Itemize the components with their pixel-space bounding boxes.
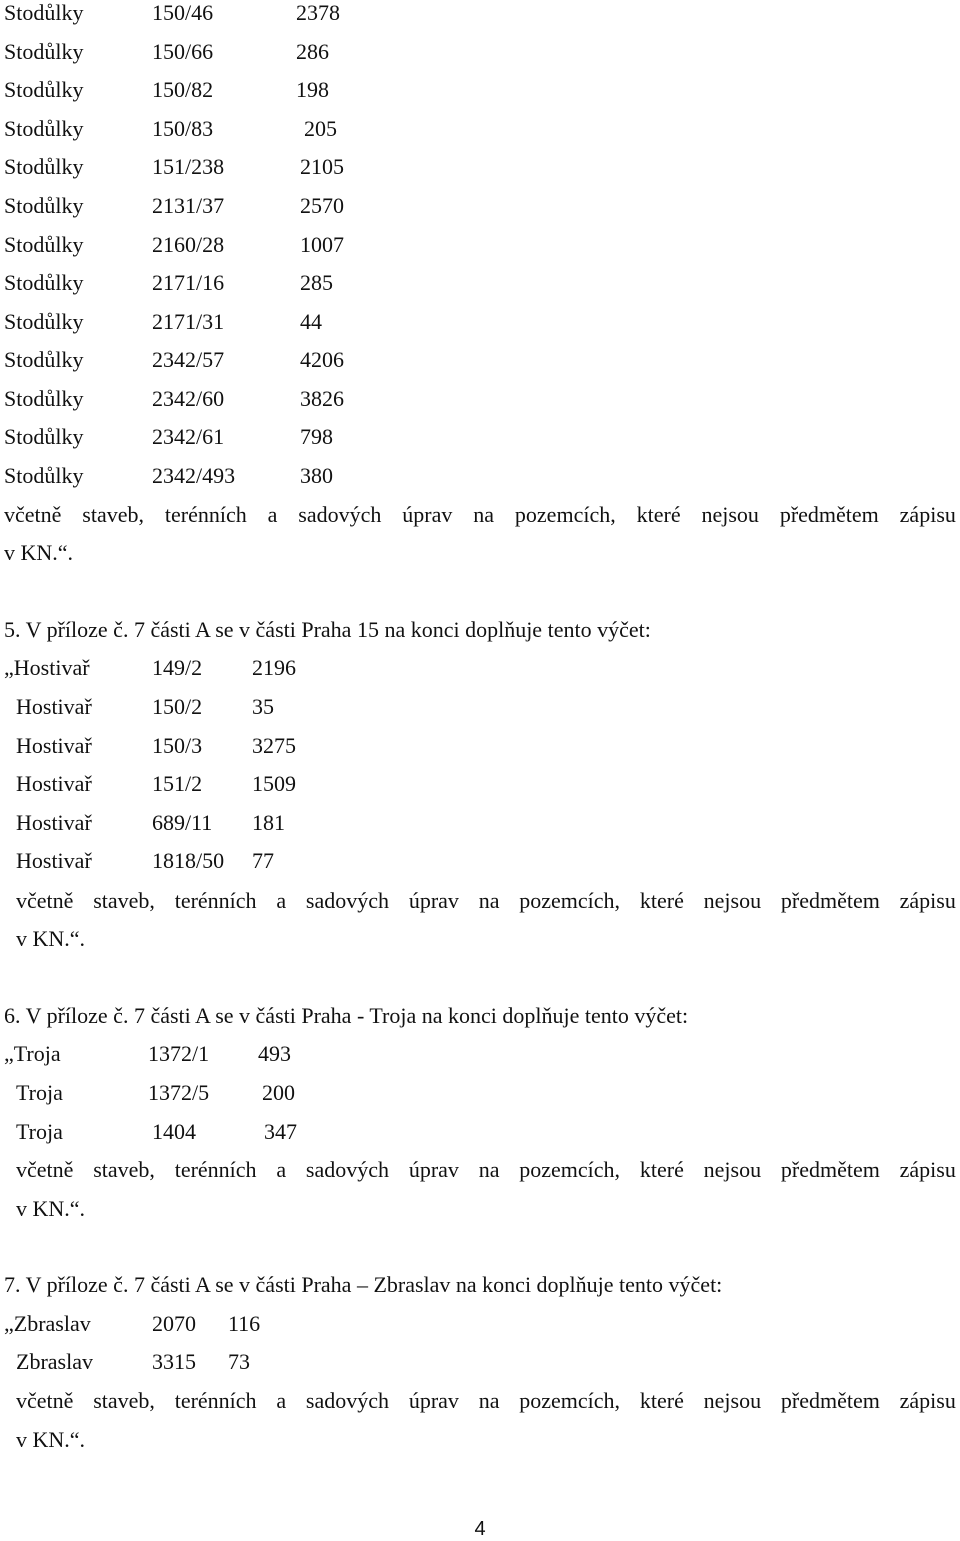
parcel-size: 198 bbox=[296, 77, 329, 102]
parcel-number: 2171/31 bbox=[152, 309, 225, 334]
cadastral-area: Stodůlky bbox=[4, 347, 84, 372]
closing-word: terénních bbox=[174, 1157, 257, 1182]
closing-word: staveb, bbox=[93, 888, 155, 913]
closing-word: na bbox=[473, 502, 495, 527]
closing-clause bbox=[16, 1157, 956, 1183]
parcel-size: 347 bbox=[264, 1119, 297, 1144]
closing-word: nejsou bbox=[703, 888, 762, 913]
table-row bbox=[4, 77, 404, 103]
parcel-number: 149/2 bbox=[152, 655, 203, 680]
parcel-number: 151/2 bbox=[152, 771, 203, 796]
table-row bbox=[4, 116, 404, 142]
parcel-size: 44 bbox=[300, 309, 322, 334]
parcel-size: 285 bbox=[300, 270, 333, 295]
parcel-number: 2070 bbox=[152, 1311, 196, 1336]
closing-word: staveb, bbox=[82, 502, 144, 527]
section-heading: 5. V příloze č. 7 části A se v části Praha 15 na konci doplňuje tento výčet: bbox=[4, 617, 651, 642]
cadastral-area: Hostivař bbox=[16, 733, 92, 758]
closing-word: na bbox=[478, 1157, 500, 1182]
closing-clause bbox=[16, 888, 956, 914]
section-heading: 6. V příloze č. 7 části A se v části Praha - Troja na konci doplňuje tento výčet: bbox=[4, 1003, 689, 1028]
cadastral-area: „Hostivař bbox=[4, 655, 90, 680]
cadastral-area: Stodůlky bbox=[4, 39, 84, 64]
closing-word: pozemcích, bbox=[519, 1388, 621, 1413]
cadastral-area: Stodůlky bbox=[4, 232, 84, 257]
closing-tail: v KN.“. bbox=[4, 540, 74, 565]
parcel-number: 150/83 bbox=[152, 116, 214, 141]
parcel-size: 35 bbox=[252, 694, 274, 719]
table-row bbox=[4, 154, 404, 180]
table-row bbox=[4, 694, 324, 720]
table-row bbox=[4, 848, 324, 874]
parcel-size: 380 bbox=[300, 463, 333, 488]
parcel-size: 116 bbox=[228, 1311, 261, 1336]
closing-word: zápisu bbox=[899, 1157, 956, 1182]
closing-word: terénních bbox=[164, 502, 247, 527]
table-row bbox=[4, 386, 404, 412]
closing-word: úprav bbox=[408, 888, 459, 913]
parcel-size: 181 bbox=[252, 810, 285, 835]
closing-word: zápisu bbox=[899, 888, 956, 913]
parcel-number: 150/66 bbox=[152, 39, 214, 64]
table-row bbox=[4, 347, 404, 373]
parcel-size: 1509 bbox=[252, 771, 296, 796]
cadastral-area: Stodůlky bbox=[4, 193, 84, 218]
parcel-number: 151/238 bbox=[152, 154, 225, 179]
closing-word: úprav bbox=[402, 502, 453, 527]
cadastral-area: Stodůlky bbox=[4, 116, 84, 141]
closing-word: včetně bbox=[16, 1157, 74, 1182]
cadastral-area: Hostivař bbox=[16, 694, 92, 719]
table-row bbox=[4, 424, 404, 450]
cadastral-area: Stodůlky bbox=[4, 0, 84, 25]
parcel-number: 2342/61 bbox=[152, 424, 225, 449]
closing-tail: v KN.“. bbox=[16, 926, 86, 951]
closing-word: a bbox=[276, 1388, 287, 1413]
table-row bbox=[4, 309, 404, 335]
cadastral-area: Troja bbox=[16, 1119, 63, 1144]
cadastral-area: Hostivař bbox=[16, 771, 92, 796]
parcel-size: 798 bbox=[300, 424, 333, 449]
table-row bbox=[4, 463, 404, 489]
closing-word: předmětem bbox=[780, 888, 880, 913]
cadastral-area: Zbraslav bbox=[16, 1349, 93, 1374]
cadastral-area: Hostivař bbox=[16, 848, 92, 873]
cadastral-area: Stodůlky bbox=[4, 309, 84, 334]
cadastral-area: Stodůlky bbox=[4, 154, 84, 179]
section-heading: 7. V příloze č. 7 části A se v části Praha – Zbraslav na konci doplňuje tento výčet: bbox=[4, 1272, 723, 1297]
cadastral-area: Stodůlky bbox=[4, 386, 84, 411]
table-row bbox=[4, 1311, 324, 1337]
closing-word: zápisu bbox=[899, 1388, 956, 1413]
parcel-number: 1404 bbox=[152, 1119, 196, 1144]
closing-word: nejsou bbox=[701, 502, 759, 527]
closing-word: terénních bbox=[174, 888, 257, 913]
parcel-size: 3826 bbox=[300, 386, 344, 411]
parcel-size: 3275 bbox=[252, 733, 296, 758]
closing-word: úprav bbox=[408, 1157, 459, 1182]
closing-word: na bbox=[478, 1388, 500, 1413]
parcel-size: 2105 bbox=[300, 154, 344, 179]
parcel-size: 4206 bbox=[300, 347, 344, 372]
closing-word: sadových bbox=[298, 502, 382, 527]
parcel-number: 3315 bbox=[152, 1349, 196, 1374]
parcel-size: 2196 bbox=[252, 655, 296, 680]
table-row bbox=[4, 655, 324, 681]
parcel-number: 2342/493 bbox=[152, 463, 236, 488]
parcel-number: 150/2 bbox=[152, 694, 203, 719]
cadastral-area: Stodůlky bbox=[4, 463, 84, 488]
cadastral-area: Stodůlky bbox=[4, 424, 84, 449]
closing-word: pozemcích, bbox=[514, 502, 616, 527]
closing-word: a bbox=[267, 502, 278, 527]
parcel-number: 1372/5 bbox=[148, 1080, 210, 1105]
parcel-number: 689/11 bbox=[152, 810, 213, 835]
closing-word: pozemcích, bbox=[519, 888, 621, 913]
parcel-number: 2160/28 bbox=[152, 232, 225, 257]
closing-word: sadových bbox=[305, 888, 390, 913]
parcel-number: 150/82 bbox=[152, 77, 214, 102]
parcel-number: 2342/60 bbox=[152, 386, 225, 411]
table-row bbox=[4, 0, 404, 26]
closing-word: sadových bbox=[305, 1157, 390, 1182]
parcel-size: 200 bbox=[262, 1080, 295, 1105]
closing-word: terénních bbox=[174, 1388, 257, 1413]
closing-word: které bbox=[639, 1157, 684, 1182]
table-row bbox=[4, 270, 404, 296]
table-row bbox=[4, 810, 324, 836]
parcel-number: 1372/1 bbox=[148, 1041, 210, 1066]
cadastral-area: Hostivař bbox=[16, 810, 92, 835]
cadastral-area: Stodůlky bbox=[4, 270, 84, 295]
closing-clause bbox=[16, 1388, 956, 1414]
closing-word: včetně bbox=[4, 502, 62, 527]
closing-word: předmětem bbox=[780, 1157, 880, 1182]
parcel-size: 1007 bbox=[300, 232, 344, 257]
table-row bbox=[4, 1349, 324, 1375]
closing-word: nejsou bbox=[703, 1157, 762, 1182]
closing-tail: v KN.“. bbox=[16, 1196, 86, 1221]
parcel-number: 2131/37 bbox=[152, 193, 225, 218]
cadastral-area: „Troja bbox=[4, 1041, 61, 1066]
closing-word: a bbox=[276, 888, 287, 913]
table-row bbox=[4, 1119, 324, 1145]
parcel-size: 2378 bbox=[296, 0, 340, 25]
table-row bbox=[4, 1080, 324, 1106]
closing-word: předmětem bbox=[780, 1388, 880, 1413]
parcel-number: 1818/50 bbox=[152, 848, 225, 873]
parcel-size: 2570 bbox=[300, 193, 344, 218]
parcel-size: 493 bbox=[258, 1041, 291, 1066]
parcel-size: 205 bbox=[304, 116, 337, 141]
parcel-size: 77 bbox=[252, 848, 274, 873]
cadastral-area: „Zbraslav bbox=[4, 1311, 91, 1336]
closing-word: které bbox=[639, 888, 684, 913]
closing-word: staveb, bbox=[93, 1157, 155, 1182]
closing-word: staveb, bbox=[93, 1388, 155, 1413]
parcel-number: 2171/16 bbox=[152, 270, 225, 295]
closing-word: které bbox=[639, 1388, 684, 1413]
cadastral-area: Stodůlky bbox=[4, 77, 84, 102]
parcel-number: 2342/57 bbox=[152, 347, 225, 372]
closing-word: které bbox=[636, 502, 681, 527]
table-row bbox=[4, 39, 404, 65]
parcel-number: 150/46 bbox=[152, 0, 214, 25]
closing-word: a bbox=[276, 1157, 287, 1182]
closing-tail: v KN.“. bbox=[16, 1427, 86, 1452]
closing-word: předmětem bbox=[779, 502, 879, 527]
parcel-number: 150/3 bbox=[152, 733, 203, 758]
closing-word: sadových bbox=[305, 1388, 390, 1413]
closing-word: zápisu bbox=[899, 502, 956, 527]
closing-word: nejsou bbox=[703, 1388, 762, 1413]
closing-word: pozemcích, bbox=[519, 1157, 621, 1182]
parcel-size: 73 bbox=[228, 1349, 250, 1374]
closing-word: úprav bbox=[408, 1388, 459, 1413]
table-row bbox=[4, 733, 324, 759]
table-row bbox=[4, 1041, 324, 1067]
table-row bbox=[4, 232, 404, 258]
cadastral-area: Troja bbox=[16, 1080, 63, 1105]
closing-word: na bbox=[478, 888, 500, 913]
parcel-size: 286 bbox=[296, 39, 329, 64]
closing-word: včetně bbox=[16, 1388, 74, 1413]
closing-clause bbox=[4, 502, 956, 528]
page-number: 4 bbox=[474, 1518, 486, 1540]
table-row bbox=[4, 771, 324, 797]
closing-word: včetně bbox=[16, 888, 74, 913]
table-row bbox=[4, 193, 404, 219]
